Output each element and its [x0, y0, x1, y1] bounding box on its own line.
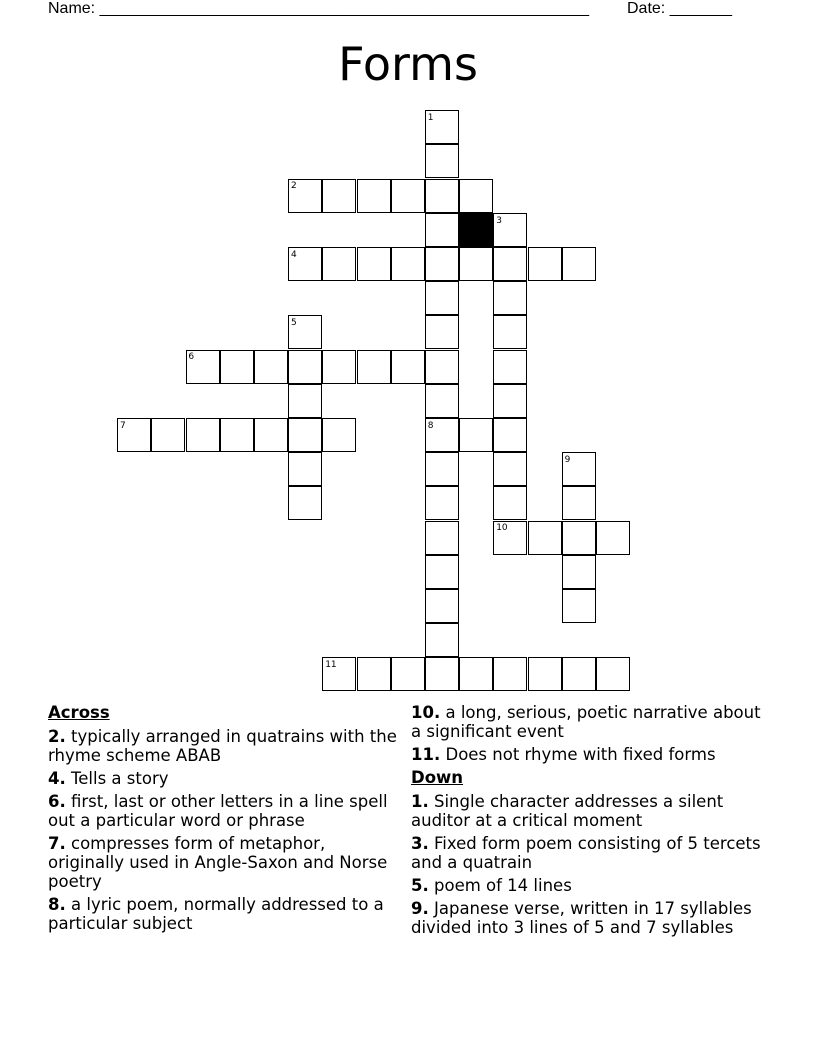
grid-cell[interactable]	[254, 350, 288, 384]
grid-cell[interactable]	[391, 179, 425, 213]
grid-cell[interactable]	[596, 657, 630, 691]
grid-cell[interactable]	[493, 384, 527, 418]
grid-cell[interactable]	[357, 247, 391, 281]
grid-cell[interactable]	[425, 452, 459, 486]
grid-cell[interactable]	[254, 418, 288, 452]
grid-cell[interactable]	[288, 418, 322, 452]
down-heading: Down	[411, 768, 464, 787]
clue-across-10: 10. a long, serious, poetic narrative about a significant event	[411, 703, 761, 741]
clue-number-8: 8	[427, 420, 434, 431]
grid-cell[interactable]	[391, 247, 425, 281]
grid-cell[interactable]	[528, 247, 562, 281]
clue-down-9: 9. Japanese verse, written in 17 syllables divided into 3 lines of 5 and 7 syllables	[411, 899, 752, 937]
grid-cell[interactable]	[459, 418, 493, 452]
clues-column-left	[48, 703, 406, 937]
grid-cell[interactable]	[493, 247, 527, 281]
clue-down-1: 1. Single character addresses a silent auditor at a critical moment	[411, 792, 724, 830]
date-label: Date: _______	[627, 0, 732, 17]
grid-cell[interactable]	[425, 281, 459, 315]
clue-number-10: 10	[496, 523, 508, 534]
clue-across-7: 7. compresses form of metaphor, originally used in Angle-Saxon and Norse poetry	[48, 834, 388, 891]
clue-across-8: 8. a lyric poem, normally addressed to a particular subject	[48, 895, 384, 933]
grid-cell[interactable]	[425, 555, 459, 589]
clue-number-2: 2	[291, 181, 297, 192]
grid-cell[interactable]	[493, 281, 527, 315]
grid-cell[interactable]	[493, 418, 527, 452]
grid-cell[interactable]	[493, 315, 527, 349]
clue-number-9: 9	[564, 455, 571, 465]
grid-cell[interactable]	[220, 418, 254, 452]
grid-cell[interactable]	[562, 657, 596, 691]
grid-cell[interactable]	[528, 657, 562, 691]
clue-number-3: 3	[496, 215, 502, 226]
clue-down-5: 5. poem of 14 lines	[411, 876, 572, 895]
name-label: Name: _______________________________________________________	[48, 0, 589, 17]
clue-number-6: 6	[188, 352, 195, 363]
clues-column-right	[411, 703, 771, 941]
grid-cell[interactable]	[322, 350, 356, 384]
grid-cell[interactable]	[391, 350, 425, 384]
grid-cell[interactable]	[562, 555, 596, 589]
grid-cell[interactable]	[425, 144, 459, 178]
grid-cell[interactable]	[288, 452, 322, 486]
grid-cell[interactable]	[493, 350, 527, 384]
clue-number-7: 7	[120, 420, 126, 431]
grid-cell[interactable]	[425, 623, 459, 657]
grid-cell[interactable]	[425, 657, 459, 691]
grid-cell[interactable]	[220, 350, 254, 384]
clue-number-4: 4	[291, 249, 297, 260]
grid-cell[interactable]	[425, 589, 459, 623]
grid-cell[interactable]	[288, 486, 322, 520]
grid-cell[interactable]	[596, 521, 630, 555]
grid-cell[interactable]	[151, 418, 185, 452]
grid-cell[interactable]	[357, 350, 391, 384]
grid-cell[interactable]	[562, 486, 596, 520]
grid-cell[interactable]	[562, 589, 596, 623]
grid-cell[interactable]	[425, 350, 459, 384]
grid-cell[interactable]	[562, 521, 596, 555]
grid-cell[interactable]	[186, 418, 220, 452]
clue-number-5: 5	[291, 318, 297, 329]
grid-cell[interactable]	[528, 521, 562, 555]
grid-cell[interactable]	[425, 179, 459, 213]
black-square	[459, 213, 493, 247]
grid-cell[interactable]	[459, 247, 493, 281]
clue-across-4: 4. Tells a story	[48, 769, 169, 788]
grid-cell[interactable]	[493, 486, 527, 520]
grid-cell[interactable]	[357, 179, 391, 213]
grid-cell[interactable]	[425, 247, 459, 281]
grid-cell[interactable]	[562, 247, 596, 281]
grid-cell[interactable]	[391, 657, 425, 691]
grid-cell[interactable]	[288, 384, 322, 418]
across-heading: Across	[48, 703, 110, 722]
grid-cell[interactable]	[322, 247, 356, 281]
grid-cell[interactable]	[288, 350, 322, 384]
clue-number-11: 11	[325, 660, 337, 671]
grid-cell[interactable]	[425, 213, 459, 247]
page-title: Forms	[338, 37, 478, 91]
grid-cell[interactable]	[425, 315, 459, 349]
clue-number-1: 1	[427, 113, 434, 123]
clue-across-11: 11. Does not rhyme with fixed forms	[411, 745, 716, 764]
grid-cell[interactable]	[459, 179, 493, 213]
grid-cell[interactable]	[425, 521, 459, 555]
grid-cell[interactable]	[459, 657, 493, 691]
grid-cell[interactable]	[425, 384, 459, 418]
clue-across-6: 6. first, last or other letters in a line spell out a particular word or phrase	[48, 792, 388, 830]
grid-cell[interactable]	[357, 657, 391, 691]
clue-down-3: 3. Fixed form poem consisting of 5 tercets and a quatrain	[411, 834, 761, 872]
clue-across-2: 2. typically arranged in quatrains with the rhyme scheme ABAB	[48, 727, 397, 765]
grid-cell[interactable]	[322, 179, 356, 213]
grid-cell[interactable]	[425, 486, 459, 520]
grid-cell[interactable]	[493, 452, 527, 486]
grid-cell[interactable]	[322, 418, 356, 452]
grid-cell[interactable]	[493, 657, 527, 691]
